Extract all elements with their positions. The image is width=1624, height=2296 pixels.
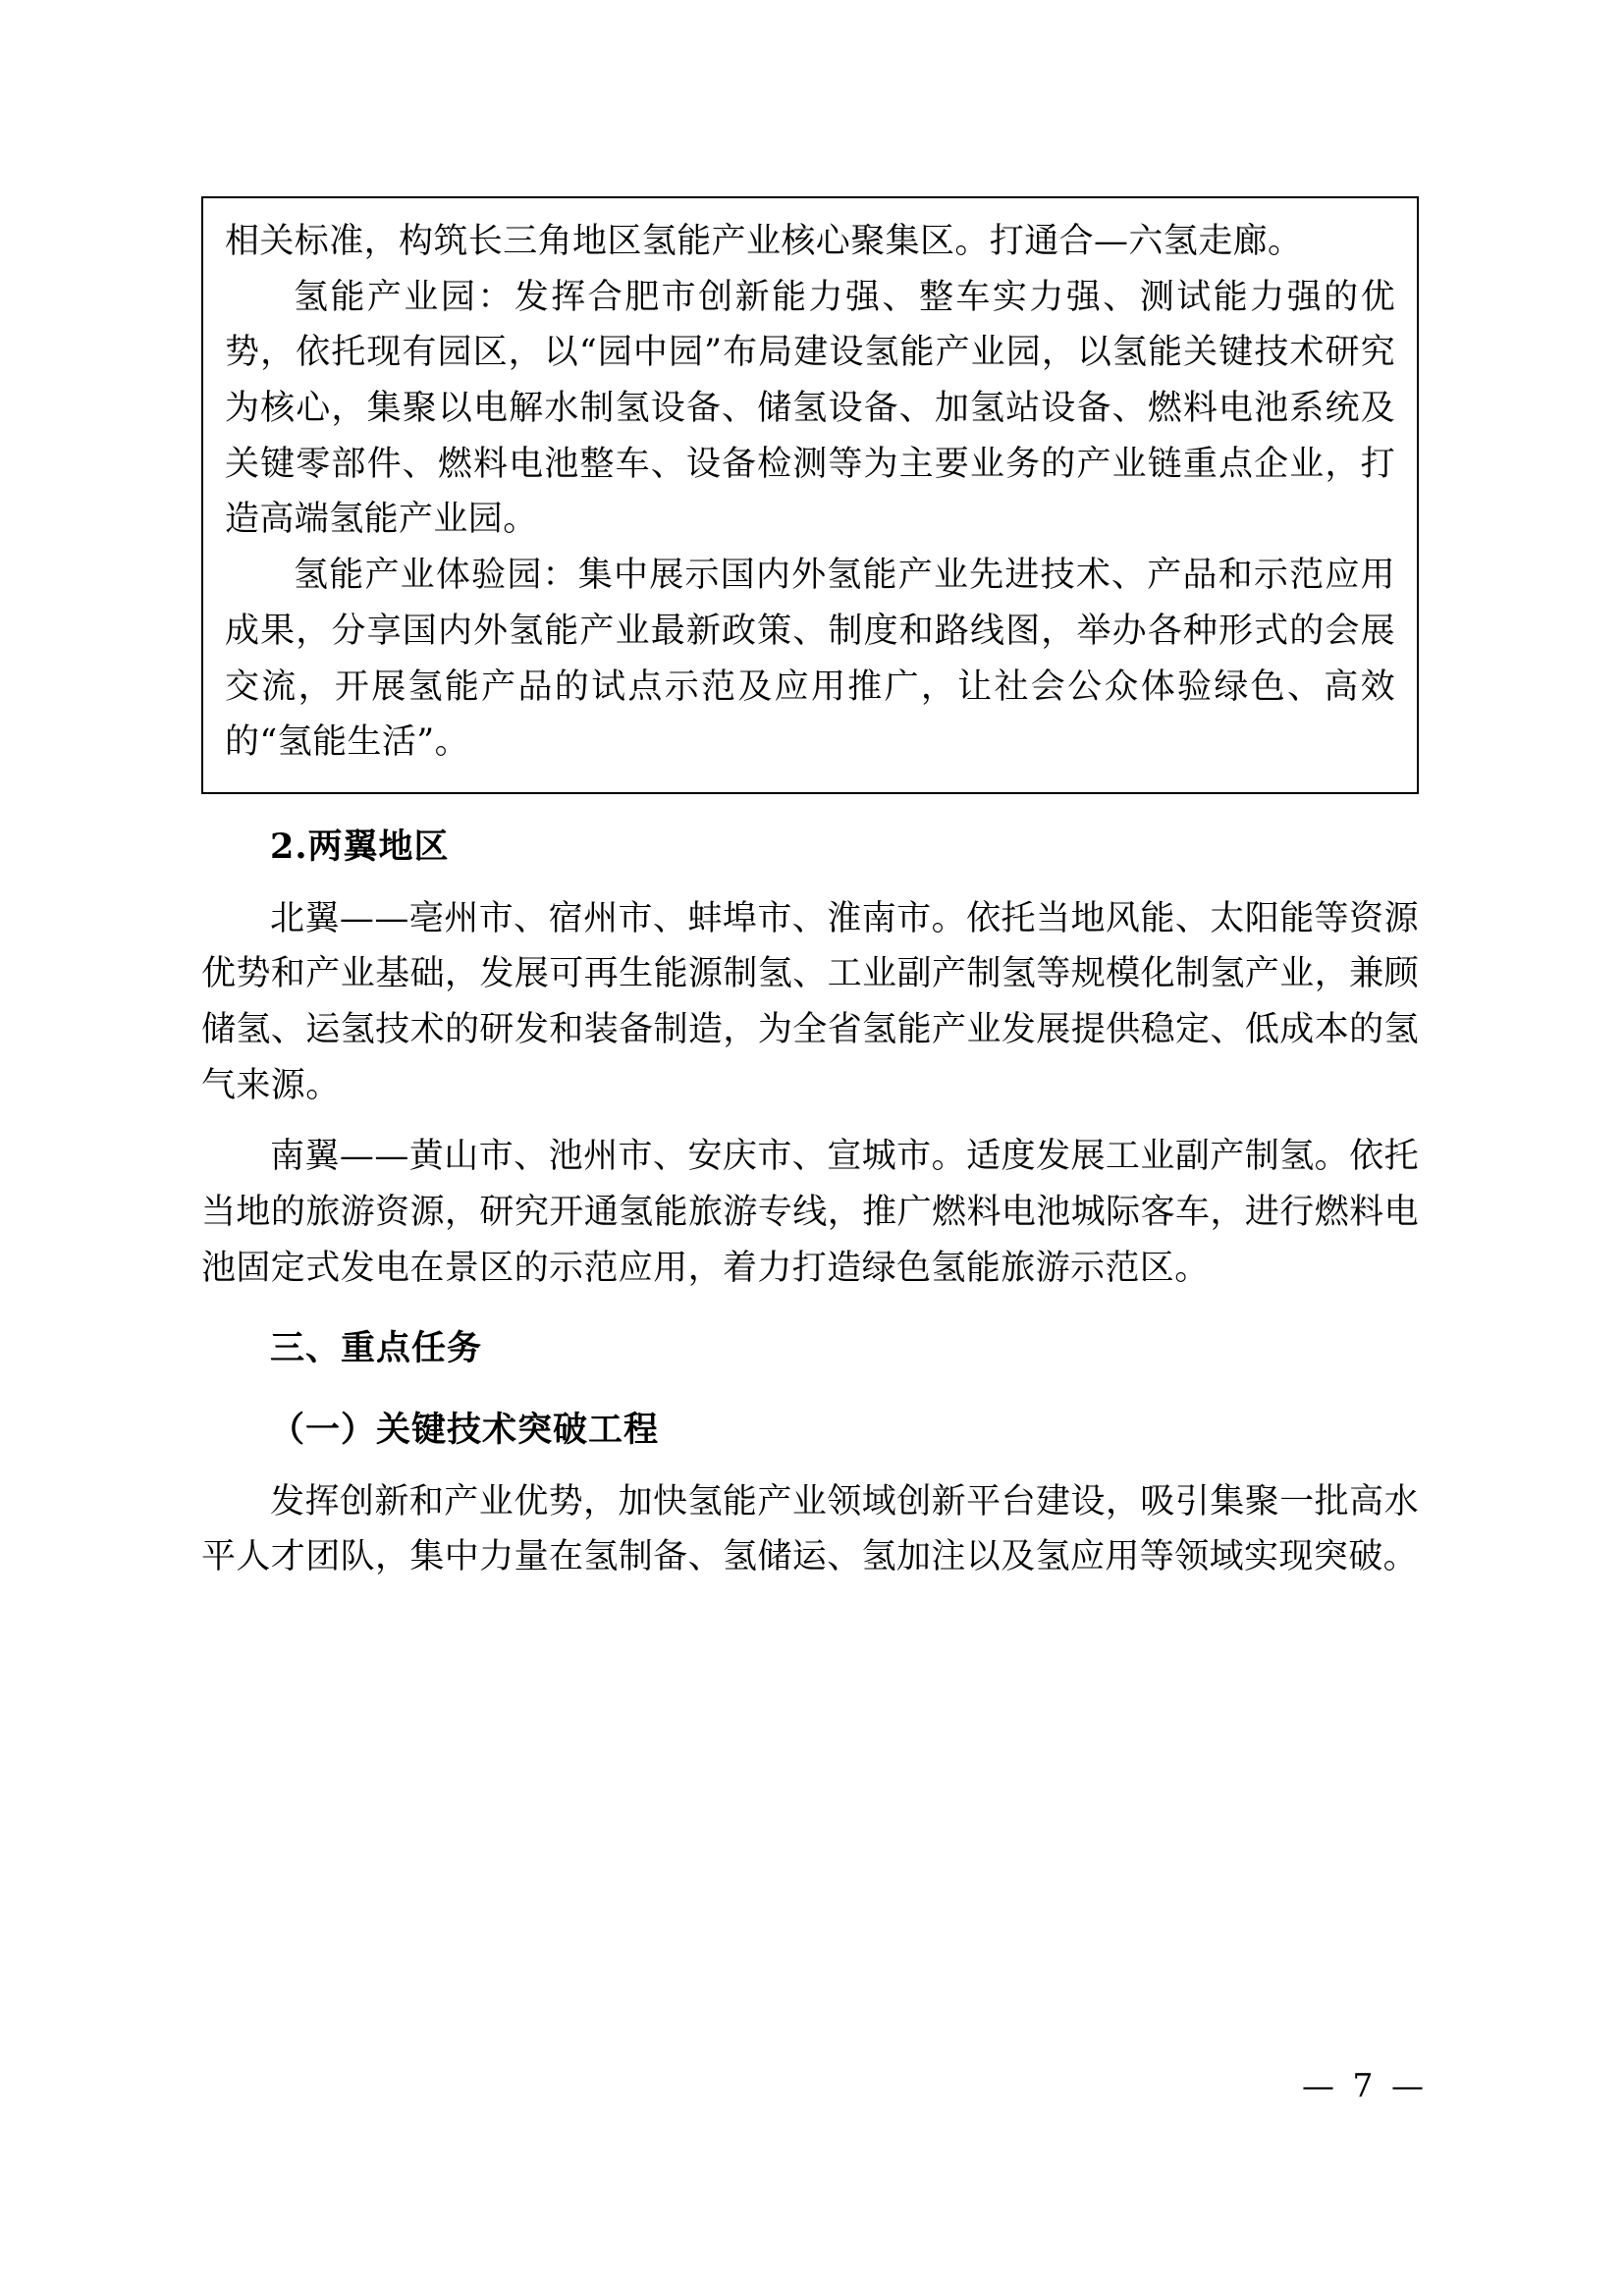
framed-paragraph-2: 氢能产业园：发挥合肥市创新能力强、整车实力强、测试能力强的优势，依托现有园区，以“园中园”布局建设氢能产业园，以氢能关键技术研究为核心，集聚以电解水制氢设备、储氢设备、加氢站设备、燃料电池系统及关键零部件、燃料电池整车、设备检测等为主要业务的产业链重点企业，打造高端氢能产业园。 — [225, 277, 1395, 540]
section-heading-two-wings: 2.两翼地区 — [270, 826, 450, 867]
paragraph-key-tech: 发挥创新和产业优势，加快氢能产业领域创新平台建设，吸引集聚一批高水平人才团队，集中力量在氢制备、氢储运、氢加注以及氢应用等领域实现突破。 — [201, 1481, 1419, 1577]
paragraph-south-wing: 南翼——黄山市、池州市、安庆市、宣城市。适度发展工业副产制氢。依托当地的旅游资源，研究开通氢能旅游专线，推广燃料电池城际客车，进行燃料电池固定式发电在景区的示范应用，着力打造绿色氢能旅游示范区。 — [201, 1137, 1419, 1288]
paragraph-north-wing: 北翼——亳州市、宿州市、蚌埠市、淮南市。依托当地风能、太阳能等资源优势和产业基础，发展可再生能源制氢、工业副产制氢等规模化制氢产业，兼顾储氢、运氢技术的研发和装备制造，为全省氢能产业发展提供稳定、低成本的氢气来源。 — [201, 898, 1419, 1105]
framed-paragraph-3: 氢能产业体验园：集中展示国内外氢能产业先进技术、产品和示范应用成果，分享国内外氢能产业最新政策、制度和路线图，举办各种形式的会展交流，开展氢能产品的试点示范及应用推广，让社会公众体验绿色、高效的“氢能生活”。 — [225, 556, 1395, 763]
spacer — [201, 794, 1419, 820]
page-number: — 7 — — [1302, 2066, 1428, 2105]
framed-text-block — [201, 196, 1419, 794]
section-heading-key-tasks: 三、重点任务 — [270, 1328, 483, 1369]
subsection-heading-key-tech: （一）关键技术突破工程 — [270, 1410, 660, 1451]
spacer — [201, 1377, 1419, 1403]
framed-paragraph-1: 相关标准，构筑长三角地区氢能产业核心聚集区。打通合—六氢走廊。 — [225, 222, 1303, 261]
document-content — [201, 196, 1419, 1585]
spacer — [201, 1296, 1419, 1321]
